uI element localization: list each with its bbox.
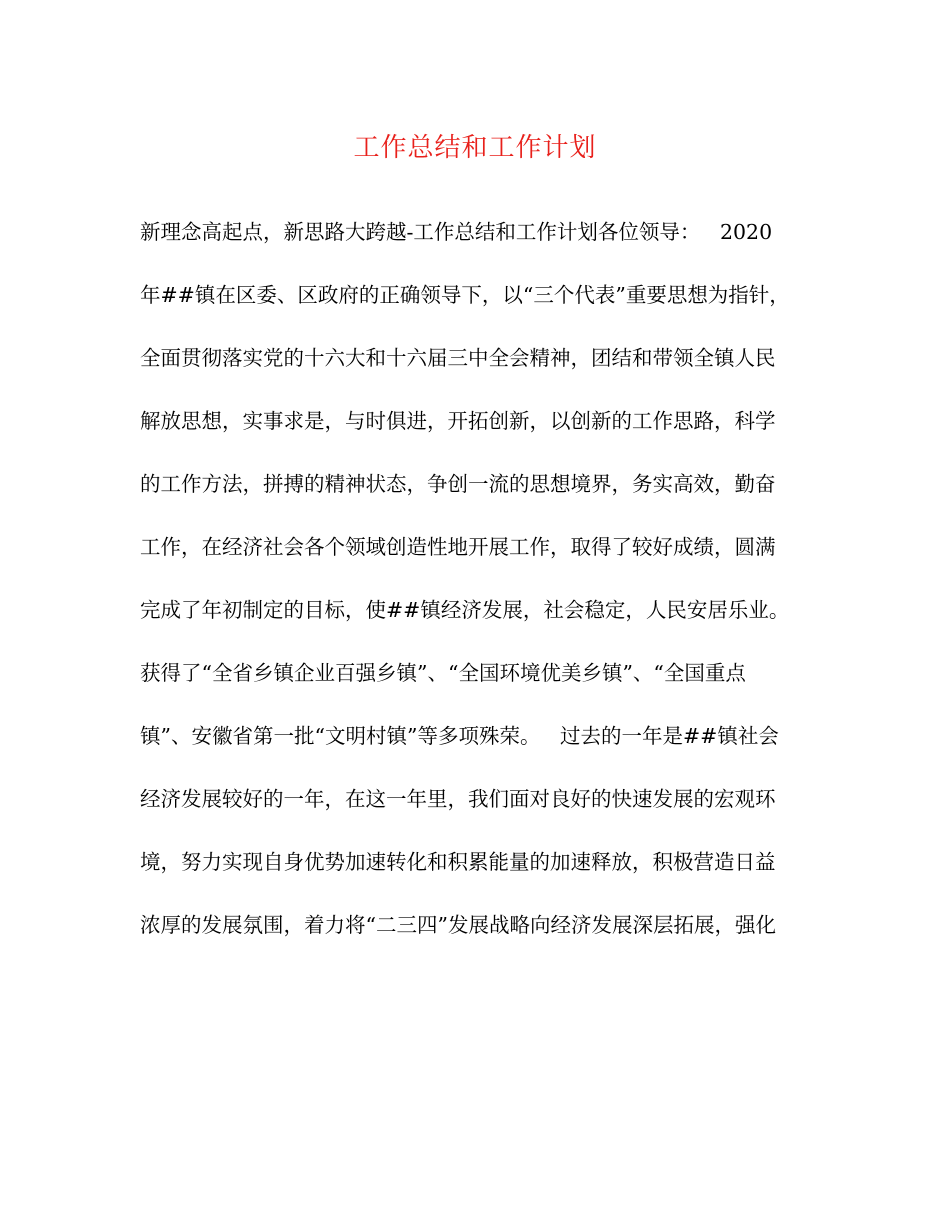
body-line: 境，努力实现自身优势加速转化和积累能量的加速释放，积极营造日益 — [140, 850, 776, 874]
body-line: 全面贯彻落实党的十六大和十六届三中全会精神，团结和带领全镇人民 — [140, 346, 776, 370]
body-line: 获得了“全省乡镇企业百强乡镇”、“全国环境优美乡镇”、“全国重点 — [140, 661, 746, 685]
body-line: 解放思想，实事求是，与时俱进，开拓创新，以创新的工作思路，科学 — [140, 409, 776, 433]
document-title: 工作总结和工作计划 — [353, 133, 597, 163]
body-line: 的工作方法，拼搏的精神状态，争创一流的思想境界，务实高效，勤奋 — [140, 472, 776, 496]
body-line: 新理念高起点，新思路大跨越-工作总结和工作计划各位领导： 2020 — [140, 220, 773, 244]
document-body — [140, 212, 820, 968]
body-line: 完成了年初制定的目标，使##镇经济发展，社会稳定，人民安居乐业。 — [140, 598, 790, 622]
body-line: 年##镇在区委、区政府的正确领导下，以“三个代表”重要思想为指针， — [140, 283, 790, 307]
body-line: 浓厚的发展氛围，着力将“二三四”发展战略向经济发展深层拓展，强化 — [140, 913, 776, 937]
body-line: 经济发展较好的一年，在这一年里，我们面对良好的快速发展的宏观环 — [140, 787, 776, 811]
body-line: 工作，在经济社会各个领域创造性地开展工作，取得了较好成绩，圆满 — [140, 535, 776, 559]
body-line: 镇”、安徽省第一批“文明村镇”等多项殊荣。 过去的一年是##镇社会 — [140, 724, 779, 748]
